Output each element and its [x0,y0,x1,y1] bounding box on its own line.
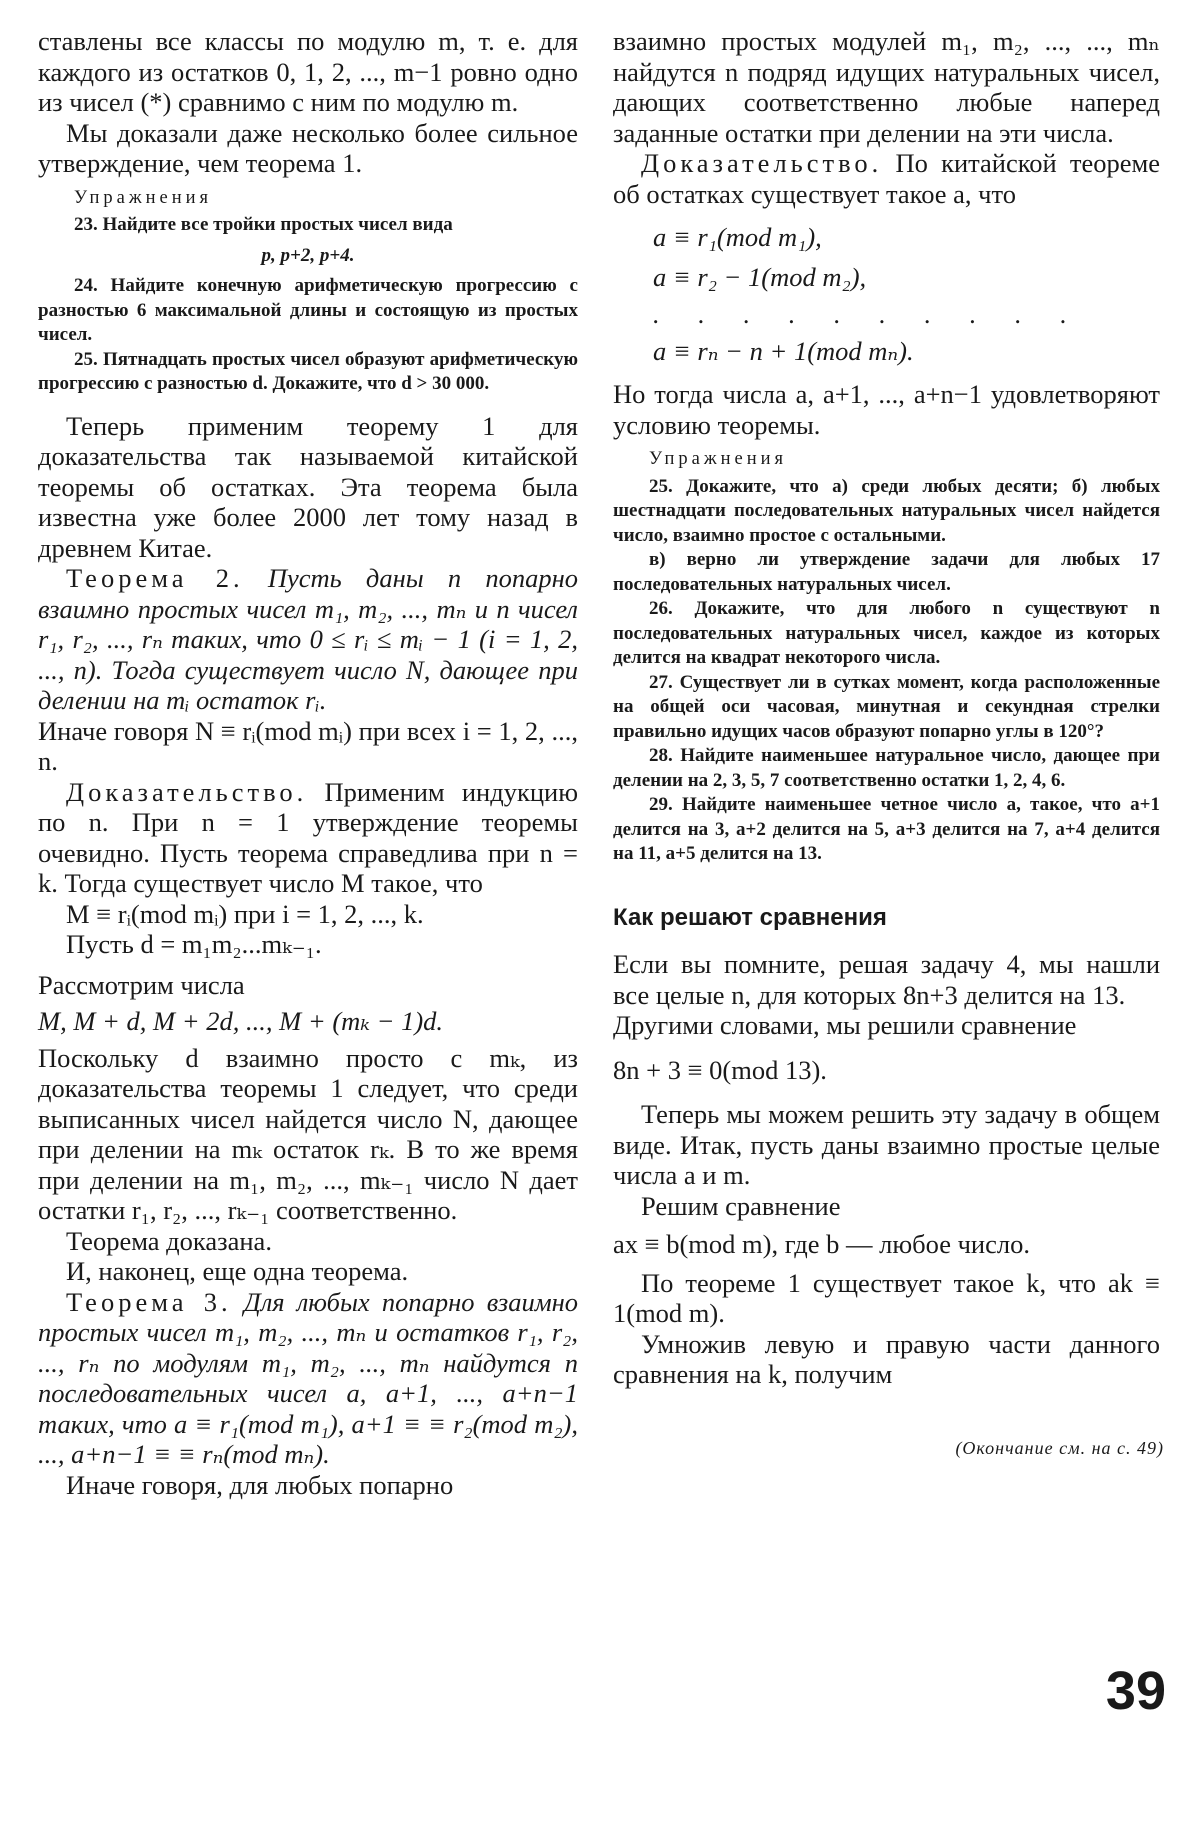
formula: M, M + d, M + 2d, ..., M + (mₖ − 1)d. [38,1006,444,1036]
theorem-2-label: Теорема 2. [66,563,244,593]
ellipsis-row: . . . . . . . . . . [653,299,1083,329]
exercises-heading: Упражнения [649,449,788,469]
paragraph: Мы доказали даже несколько более сильное утверждение, чем теорема 1. [38,117,578,178]
exercise-27: 27. Существует ли в сутках момент, когда расположенные на общей оси часовая, минутная и секундная стрелки правильно идущих часов образуют попарно углы в 120°? [613,671,1160,742]
exercises-heading: Упражнения [74,187,213,208]
paragraph: взаимно простых модулей m₁, m₂, ..., ..., mₙ найдутся n подряд идущих натуральных чисел, дающих соответственно любые наперед заданные остатки при делении на эти числа. [613,26,1160,148]
theorem-2-text: Пусть даны n попарно взаимно простых чисел m₁, m₂, ..., mₙ и n чисел r₁, r₂, ..., rₙ таких, что 0 ≤ rᵢ ≤ mᵢ − 1 (i = 1, 2, ..., n). Тогда существует число N, дающее при делении на mᵢ остаток rᵢ. [38,563,578,715]
theorem-2 [38,563,578,716]
congruence-2: a ≡ r₂ − 1(mod m₂), [653,262,867,292]
paragraph: Но тогда числа a, a+1, ..., a+n−1 удовлетворяют условию теоремы. [613,379,1160,440]
paragraph: Рассмотрим числа [38,969,245,1000]
theorem-3-text: Для любых попарно взаимно простых чисел m₁, m₂, ..., mₙ и остатков r₁, r₂, ..., rₙ по модулям m₁, m₂, ..., mₙ найдутся n последовательных чисел a, a+1, ..., a+n−1 таких, что a ≡ r₁(mod m₁), a+1 ≡ ≡ r₂(mod m₂), ..., a+n−1 ≡ ≡ rₙ(mod mₙ). [38,1286,579,1469]
paragraph: Если вы помните, решая задачу 4, мы нашли все целые n, для которых 8n+3 делится на 13. [613,949,1160,1010]
paragraph: Теорема доказана. [66,1225,272,1256]
theorem-3-label: Теорема 3. [66,1286,232,1317]
exercise-25: 25. Докажите, что а) среди любых десяти; б) любых шестнадцати последовательных натуральных чисел найдется число, взаимно простое с остальными. [613,475,1160,546]
proof-label: Доказательство. [641,148,883,178]
exercise-25c: в) верно ли утверждение задачи для любых 17 последовательных натуральных чисел. [613,549,1160,595]
congruence-system [653,217,1160,371]
exercise-26: 26. Докажите, что для любого n существуют n последовательных натуральных чисел, каждое из которых делится на квадрат некоторого числа. [613,598,1160,668]
paragraph: Иначе говоря N ≡ rᵢ(mod mᵢ) при всех i = 1, 2, ..., n. [38,715,578,776]
proof [38,777,578,899]
paragraph: Умножив левую и правую части данного сравнения на k, получим [613,1328,1160,1389]
congruence-n: a ≡ rₙ − n + 1(mod mₙ). [653,336,914,366]
paragraph: Другими словами, мы решили сравнение [613,1010,1077,1040]
paragraph: Теперь мы можем решить эту задачу в общем виде. Итак, пусть даны взаимно простые целые числа a и m. [613,1099,1160,1190]
exercise-25: 25. Пятнадцать простых чисел образуют арифметическую прогрессию с разностью d. Докажите, что d > 30 000. [38,348,578,394]
proof-formula: M ≡ rᵢ(mod mᵢ) при i = 1, 2, ..., k. [66,898,424,929]
exercise-23-formula: p, p+2, p+4. [261,244,355,266]
congruence-1: a ≡ r₁(mod m₁), [653,222,822,252]
section-title: Как решают сравнения [613,903,887,931]
page-number: 39 [1105,1661,1166,1721]
paragraph: Поскольку d взаимно просто с mₖ, из доказательства теоремы 1 следует, что среди выписанных чисел найдется число N, дающее при делении на mₖ остаток rₖ. В то же время при делении на m₁, m₂, ..., mₖ₋₁ число N дает остатки r₁, r₂, ..., rₖ₋₁ соответственно. [38,1042,578,1225]
paragraph: По теореме 1 существует такое k, что ak ≡ 1(mod m). [613,1267,1160,1328]
right-column [613,26,1160,1390]
exercise-23: 23. Найдите все тройки простых чисел вида [74,214,453,235]
continuation-note: (Окончание см. на с. 49) [955,1438,1164,1458]
left-column [38,26,578,1500]
paragraph: Иначе говоря, для любых попарно [66,1469,454,1500]
proof-text: Применим индукцию по n. При n = 1 утверждение теоремы очевидно. Пусть теорема справедлива при n = k. Тогда существует число M такое, что [38,776,578,898]
proof-text: По китайской теореме об остатках существует такое a, что [613,148,1161,209]
paragraph: И, наконец, еще одна теорема. [66,1256,409,1286]
proof [613,148,1160,209]
exercise-29: 29. Найдите наименьшее четное число a, такое, что a+1 делится на 3, a+2 делится на 5, a+3 делится на 7, a+4 делится на 11, a+5 делится на 13. [613,794,1160,864]
theorem-3 [38,1287,578,1470]
proof-label: Доказательство. [66,776,308,807]
formula: ax ≡ b(mod m), где b — любое число. [613,1229,1030,1259]
exercise-28: 28. Найдите наименьшее натуральное число, дающее при делении на 2, 3, 5, 7 соответственно остатки 1, 2, 4, 6. [613,745,1160,791]
paragraph: Решим сравнение [641,1190,841,1221]
paragraph: ставлены все классы по модулю m, т. е. для каждого из остатков 0, 1, 2, ..., m−1 ровно одно из чисел (*) сравнимо с ним по модулю m. [38,26,578,117]
proof-let: Пусть d = m₁m₂...mₖ₋₁. [66,929,322,959]
exercise-24: 24. Найдите конечную арифметическую прогрессию с разностью 6 максимальной длины и состоящую из простых чисел. [38,275,578,345]
paragraph: Теперь применим теорему 1 для доказательства так называемой китайской теоремы об остатках. Эта теорема была известна уже более 2000 лет тому назад в древнем Китае. [38,410,578,563]
formula: 8n + 3 ≡ 0(mod 13). [613,1054,827,1085]
